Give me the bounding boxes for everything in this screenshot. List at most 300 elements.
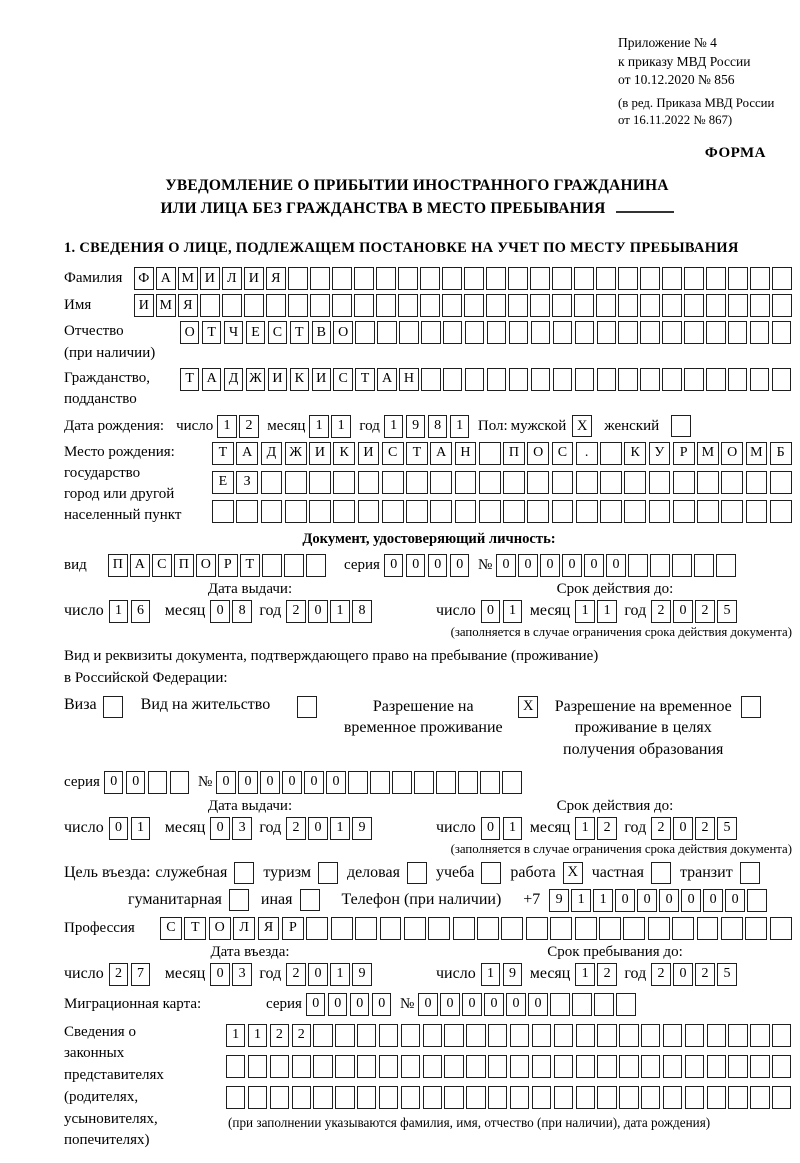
cell[interactable]: И: [312, 368, 331, 391]
doc-expiry-day-cells[interactable]: [481, 600, 525, 623]
cell[interactable]: 5: [717, 817, 737, 840]
cell[interactable]: [550, 993, 570, 1016]
cell[interactable]: [706, 368, 725, 391]
cell[interactable]: Т: [212, 442, 234, 465]
cell[interactable]: [420, 294, 440, 317]
cell[interactable]: А: [156, 267, 176, 290]
cell[interactable]: [331, 917, 353, 940]
cell[interactable]: 0: [350, 993, 370, 1016]
cell[interactable]: [510, 1055, 529, 1078]
cell[interactable]: [649, 471, 671, 494]
cell[interactable]: [466, 1086, 485, 1109]
cell[interactable]: [619, 1055, 638, 1078]
cell[interactable]: А: [130, 554, 150, 577]
cell[interactable]: [464, 294, 484, 317]
cell[interactable]: 1: [330, 600, 350, 623]
cell[interactable]: 1: [503, 600, 523, 623]
cell[interactable]: П: [503, 442, 525, 465]
cell[interactable]: 9: [406, 415, 426, 438]
cell[interactable]: Т: [240, 554, 260, 577]
cell[interactable]: [380, 917, 402, 940]
cell[interactable]: [357, 1024, 376, 1047]
cell[interactable]: [641, 1086, 660, 1109]
cell[interactable]: 0: [637, 889, 657, 912]
cell[interactable]: [270, 1086, 289, 1109]
cell[interactable]: [226, 1086, 245, 1109]
cell[interactable]: 0: [308, 817, 328, 840]
cell[interactable]: О: [333, 321, 352, 344]
cell[interactable]: 0: [606, 554, 626, 577]
doc-type-cells[interactable]: [108, 554, 328, 577]
cell[interactable]: [597, 321, 616, 344]
cell[interactable]: [288, 267, 308, 290]
cell[interactable]: О: [527, 442, 549, 465]
cell[interactable]: [248, 1055, 267, 1078]
cell[interactable]: [423, 1055, 442, 1078]
cell[interactable]: [444, 1086, 463, 1109]
cell[interactable]: [212, 500, 234, 523]
cell[interactable]: [527, 471, 549, 494]
cell[interactable]: [616, 993, 636, 1016]
cell[interactable]: 1: [450, 415, 470, 438]
migration-series-cells[interactable]: [306, 993, 394, 1016]
cell[interactable]: [574, 267, 594, 290]
cell[interactable]: [618, 267, 638, 290]
cell[interactable]: 5: [717, 963, 737, 986]
cell[interactable]: [728, 1024, 747, 1047]
cell[interactable]: 0: [216, 771, 236, 794]
cell[interactable]: [662, 294, 682, 317]
cell[interactable]: [663, 1086, 682, 1109]
cell[interactable]: 0: [126, 771, 146, 794]
cell[interactable]: 2: [292, 1024, 311, 1047]
visa-checkbox[interactable]: [103, 696, 123, 718]
cell[interactable]: [236, 500, 258, 523]
cell[interactable]: [510, 1024, 529, 1047]
cell[interactable]: И: [268, 368, 287, 391]
cell[interactable]: 0: [703, 889, 723, 912]
cell[interactable]: [576, 1024, 595, 1047]
cell[interactable]: [707, 1024, 726, 1047]
representatives-cells-2[interactable]: [226, 1055, 794, 1078]
cell[interactable]: [354, 267, 374, 290]
cell[interactable]: [487, 368, 506, 391]
cell[interactable]: 2: [651, 600, 671, 623]
cell[interactable]: 2: [695, 817, 715, 840]
cell[interactable]: [443, 368, 462, 391]
cell[interactable]: А: [236, 442, 258, 465]
cell[interactable]: [641, 1055, 660, 1078]
cell[interactable]: [292, 1086, 311, 1109]
cell[interactable]: [624, 500, 646, 523]
entry-month-cells[interactable]: [210, 963, 254, 986]
cell[interactable]: [728, 368, 747, 391]
cell[interactable]: [503, 500, 525, 523]
cell[interactable]: [574, 294, 594, 317]
cell[interactable]: [348, 771, 368, 794]
cell[interactable]: Т: [202, 321, 221, 344]
birth-day-cells[interactable]: [217, 415, 261, 438]
cell[interactable]: [480, 771, 500, 794]
cell[interactable]: [728, 1055, 747, 1078]
cell[interactable]: [650, 554, 670, 577]
cell[interactable]: 8: [232, 600, 252, 623]
cell[interactable]: С: [268, 321, 287, 344]
cell[interactable]: [746, 500, 768, 523]
cell[interactable]: 0: [673, 600, 693, 623]
cell[interactable]: И: [309, 442, 331, 465]
cell[interactable]: 0: [506, 993, 526, 1016]
cell[interactable]: [458, 771, 478, 794]
cell[interactable]: 0: [308, 600, 328, 623]
cell[interactable]: [392, 771, 412, 794]
cell[interactable]: [222, 294, 242, 317]
cell[interactable]: С: [382, 442, 404, 465]
cell[interactable]: О: [180, 321, 199, 344]
cell[interactable]: С: [160, 917, 182, 940]
purpose-business-checkbox[interactable]: [407, 862, 427, 884]
cell[interactable]: [444, 1024, 463, 1047]
cell[interactable]: [376, 294, 396, 317]
citizenship-cells[interactable]: [180, 368, 794, 391]
cell[interactable]: А: [377, 368, 396, 391]
cell[interactable]: М: [178, 267, 198, 290]
cell[interactable]: [332, 294, 352, 317]
cell[interactable]: 0: [328, 993, 348, 1016]
cell[interactable]: 0: [104, 771, 124, 794]
cell[interactable]: [728, 294, 748, 317]
cell[interactable]: 1: [309, 415, 329, 438]
cell[interactable]: [721, 500, 743, 523]
cell[interactable]: [526, 917, 548, 940]
cell[interactable]: [770, 471, 792, 494]
cell[interactable]: [640, 368, 659, 391]
cell[interactable]: [401, 1024, 420, 1047]
cell[interactable]: 1: [571, 889, 591, 912]
cell[interactable]: [510, 1086, 529, 1109]
cell[interactable]: [508, 267, 528, 290]
purpose-official-checkbox[interactable]: [234, 862, 254, 884]
cell[interactable]: 0: [282, 771, 302, 794]
cell[interactable]: 5: [717, 600, 737, 623]
stay-day-cells[interactable]: [481, 963, 525, 986]
cell[interactable]: 0: [306, 993, 326, 1016]
cell[interactable]: 8: [352, 600, 372, 623]
cell[interactable]: [398, 294, 418, 317]
cell[interactable]: [624, 471, 646, 494]
cell[interactable]: [379, 1086, 398, 1109]
cell[interactable]: И: [200, 267, 220, 290]
birthplace-cells-1[interactable]: [212, 442, 794, 465]
cell[interactable]: 8: [428, 415, 448, 438]
cell[interactable]: [599, 917, 621, 940]
cell[interactable]: М: [156, 294, 176, 317]
cell[interactable]: 0: [210, 963, 230, 986]
cell[interactable]: 3: [232, 817, 252, 840]
cell[interactable]: 0: [681, 889, 701, 912]
cell[interactable]: [750, 294, 770, 317]
cell[interactable]: 1: [384, 415, 404, 438]
birth-year-cells[interactable]: [384, 415, 472, 438]
cell[interactable]: [428, 917, 450, 940]
cell[interactable]: [600, 471, 622, 494]
cell[interactable]: 1: [330, 817, 350, 840]
cell[interactable]: [640, 267, 660, 290]
cell[interactable]: [597, 368, 616, 391]
cell[interactable]: [707, 1086, 726, 1109]
cell[interactable]: [401, 1055, 420, 1078]
cell[interactable]: [663, 1024, 682, 1047]
cell[interactable]: [770, 917, 792, 940]
cell[interactable]: 0: [326, 771, 346, 794]
cell[interactable]: [532, 1086, 551, 1109]
cell[interactable]: [455, 471, 477, 494]
permit-issue-year-cells[interactable]: [286, 817, 374, 840]
cell[interactable]: Т: [180, 368, 199, 391]
cell[interactable]: 2: [695, 600, 715, 623]
cell[interactable]: [597, 1055, 616, 1078]
cell[interactable]: 0: [304, 771, 324, 794]
cell[interactable]: [554, 1086, 573, 1109]
cell[interactable]: [436, 771, 456, 794]
permit-issue-day-cells[interactable]: [109, 817, 153, 840]
cell[interactable]: 1: [575, 963, 595, 986]
cell[interactable]: [640, 321, 659, 344]
purpose-humanitarian-checkbox[interactable]: [229, 889, 249, 911]
cell[interactable]: .: [576, 442, 598, 465]
doc-expiry-year-cells[interactable]: [651, 600, 739, 623]
cell[interactable]: [464, 267, 484, 290]
cell[interactable]: И: [244, 267, 264, 290]
cell[interactable]: 0: [584, 554, 604, 577]
cell[interactable]: [554, 1024, 573, 1047]
cell[interactable]: [479, 442, 501, 465]
cell[interactable]: [662, 267, 682, 290]
cell[interactable]: [745, 917, 767, 940]
cell[interactable]: [502, 771, 522, 794]
cell[interactable]: [772, 1086, 791, 1109]
cell[interactable]: [398, 267, 418, 290]
cell[interactable]: А: [202, 368, 221, 391]
cell[interactable]: [772, 267, 792, 290]
cell[interactable]: [442, 294, 462, 317]
cell[interactable]: [310, 294, 330, 317]
cell[interactable]: [288, 294, 308, 317]
cell[interactable]: [479, 471, 501, 494]
cell[interactable]: [466, 1055, 485, 1078]
cell[interactable]: [750, 1055, 769, 1078]
patronymic-cells[interactable]: [180, 321, 794, 344]
cell[interactable]: [423, 1086, 442, 1109]
cell[interactable]: [420, 267, 440, 290]
cell[interactable]: [530, 267, 550, 290]
cell[interactable]: 1: [503, 817, 523, 840]
cell[interactable]: З: [236, 471, 258, 494]
cell[interactable]: [357, 1086, 376, 1109]
cell[interactable]: [552, 500, 574, 523]
cell[interactable]: [266, 294, 286, 317]
cell[interactable]: [358, 500, 380, 523]
cell[interactable]: [600, 442, 622, 465]
cell[interactable]: 2: [239, 415, 259, 438]
permit-expiry-month-cells[interactable]: [575, 817, 619, 840]
purpose-transit-checkbox[interactable]: [740, 862, 760, 884]
cell[interactable]: [503, 471, 525, 494]
cell[interactable]: [706, 294, 726, 317]
cell[interactable]: А: [430, 442, 452, 465]
birthplace-cells-3[interactable]: [212, 500, 794, 523]
cell[interactable]: [465, 321, 484, 344]
cell[interactable]: [721, 917, 743, 940]
cell[interactable]: 2: [109, 963, 129, 986]
cell[interactable]: Д: [261, 442, 283, 465]
cell[interactable]: [746, 471, 768, 494]
cell[interactable]: 2: [597, 817, 617, 840]
cell[interactable]: 0: [384, 554, 404, 577]
cell[interactable]: [148, 771, 168, 794]
cell[interactable]: [706, 267, 726, 290]
cell[interactable]: С: [152, 554, 172, 577]
cell[interactable]: [772, 1024, 791, 1047]
cell[interactable]: [597, 1086, 616, 1109]
representatives-cells-3[interactable]: [226, 1086, 794, 1109]
cell[interactable]: В: [312, 321, 331, 344]
birth-month-cells[interactable]: [309, 415, 353, 438]
cell[interactable]: 0: [528, 993, 548, 1016]
cell[interactable]: [244, 294, 264, 317]
purpose-other-checkbox[interactable]: [300, 889, 320, 911]
cell[interactable]: [501, 917, 523, 940]
cell[interactable]: [377, 321, 396, 344]
cell[interactable]: М: [697, 442, 719, 465]
cell[interactable]: Т: [355, 368, 374, 391]
cell[interactable]: [672, 917, 694, 940]
cell[interactable]: 1: [481, 963, 501, 986]
cell[interactable]: [619, 1024, 638, 1047]
cell[interactable]: 0: [238, 771, 258, 794]
cell[interactable]: Ж: [285, 442, 307, 465]
cell[interactable]: 2: [651, 817, 671, 840]
cell[interactable]: [552, 267, 572, 290]
cell[interactable]: [399, 321, 418, 344]
cell[interactable]: [354, 294, 374, 317]
cell[interactable]: 0: [481, 600, 501, 623]
cell[interactable]: [406, 500, 428, 523]
cell[interactable]: [455, 500, 477, 523]
cell[interactable]: Я: [178, 294, 198, 317]
cell[interactable]: [444, 1055, 463, 1078]
cell[interactable]: 0: [540, 554, 560, 577]
cell[interactable]: [335, 1055, 354, 1078]
cell[interactable]: 0: [673, 963, 693, 986]
cell[interactable]: [270, 1055, 289, 1078]
cell[interactable]: 0: [615, 889, 635, 912]
cell[interactable]: 9: [352, 817, 372, 840]
cell[interactable]: 2: [286, 817, 306, 840]
doc-series-cells[interactable]: [384, 554, 472, 577]
cell[interactable]: [370, 771, 390, 794]
cell[interactable]: [486, 267, 506, 290]
cell[interactable]: [421, 321, 440, 344]
cell[interactable]: [747, 889, 767, 912]
migration-number-cells[interactable]: [418, 993, 638, 1016]
doc-expiry-month-cells[interactable]: [575, 600, 619, 623]
cell[interactable]: [673, 471, 695, 494]
cell[interactable]: [421, 368, 440, 391]
cell[interactable]: Р: [673, 442, 695, 465]
cell[interactable]: [663, 1055, 682, 1078]
cell[interactable]: [553, 368, 572, 391]
male-checkbox[interactable]: X: [572, 415, 592, 437]
cell[interactable]: 0: [481, 817, 501, 840]
cell[interactable]: [355, 917, 377, 940]
cell[interactable]: [508, 294, 528, 317]
cell[interactable]: [488, 1024, 507, 1047]
cell[interactable]: [379, 1055, 398, 1078]
permit-expiry-day-cells[interactable]: [481, 817, 525, 840]
cell[interactable]: [382, 500, 404, 523]
cell[interactable]: [554, 1055, 573, 1078]
cell[interactable]: О: [721, 442, 743, 465]
purpose-tourism-checkbox[interactable]: [318, 862, 338, 884]
cell[interactable]: [640, 294, 660, 317]
cell[interactable]: Е: [212, 471, 234, 494]
stay-month-cells[interactable]: [575, 963, 619, 986]
cell[interactable]: К: [290, 368, 309, 391]
cell[interactable]: [697, 471, 719, 494]
cell[interactable]: [728, 267, 748, 290]
cell[interactable]: [750, 368, 769, 391]
cell[interactable]: 0: [372, 993, 392, 1016]
cell[interactable]: [379, 1024, 398, 1047]
cell[interactable]: 0: [518, 554, 538, 577]
cell[interactable]: [358, 471, 380, 494]
cell[interactable]: 2: [597, 963, 617, 986]
cell[interactable]: 9: [549, 889, 569, 912]
cell[interactable]: 0: [109, 817, 129, 840]
female-checkbox[interactable]: [671, 415, 691, 437]
cell[interactable]: [306, 917, 328, 940]
cell[interactable]: Ж: [246, 368, 265, 391]
cell[interactable]: [721, 471, 743, 494]
cell[interactable]: [200, 294, 220, 317]
cell[interactable]: 1: [575, 817, 595, 840]
cell[interactable]: [261, 471, 283, 494]
cell[interactable]: [357, 1055, 376, 1078]
cell[interactable]: 1: [597, 600, 617, 623]
cell[interactable]: [532, 1055, 551, 1078]
cell[interactable]: Т: [290, 321, 309, 344]
cell[interactable]: [335, 1086, 354, 1109]
cell[interactable]: [285, 471, 307, 494]
stay-year-cells[interactable]: [651, 963, 739, 986]
cell[interactable]: [401, 1086, 420, 1109]
cell[interactable]: 1: [226, 1024, 245, 1047]
cell[interactable]: 2: [270, 1024, 289, 1047]
cell[interactable]: [284, 554, 304, 577]
birthplace-cells-2[interactable]: [212, 471, 794, 494]
cell[interactable]: [596, 294, 616, 317]
cell[interactable]: [430, 500, 452, 523]
cell[interactable]: Т: [184, 917, 206, 940]
cell[interactable]: [618, 321, 637, 344]
cell[interactable]: [248, 1086, 267, 1109]
entry-day-cells[interactable]: [109, 963, 153, 986]
cell[interactable]: [706, 321, 725, 344]
cell[interactable]: 0: [484, 993, 504, 1016]
cell[interactable]: [600, 500, 622, 523]
cell[interactable]: [772, 321, 791, 344]
